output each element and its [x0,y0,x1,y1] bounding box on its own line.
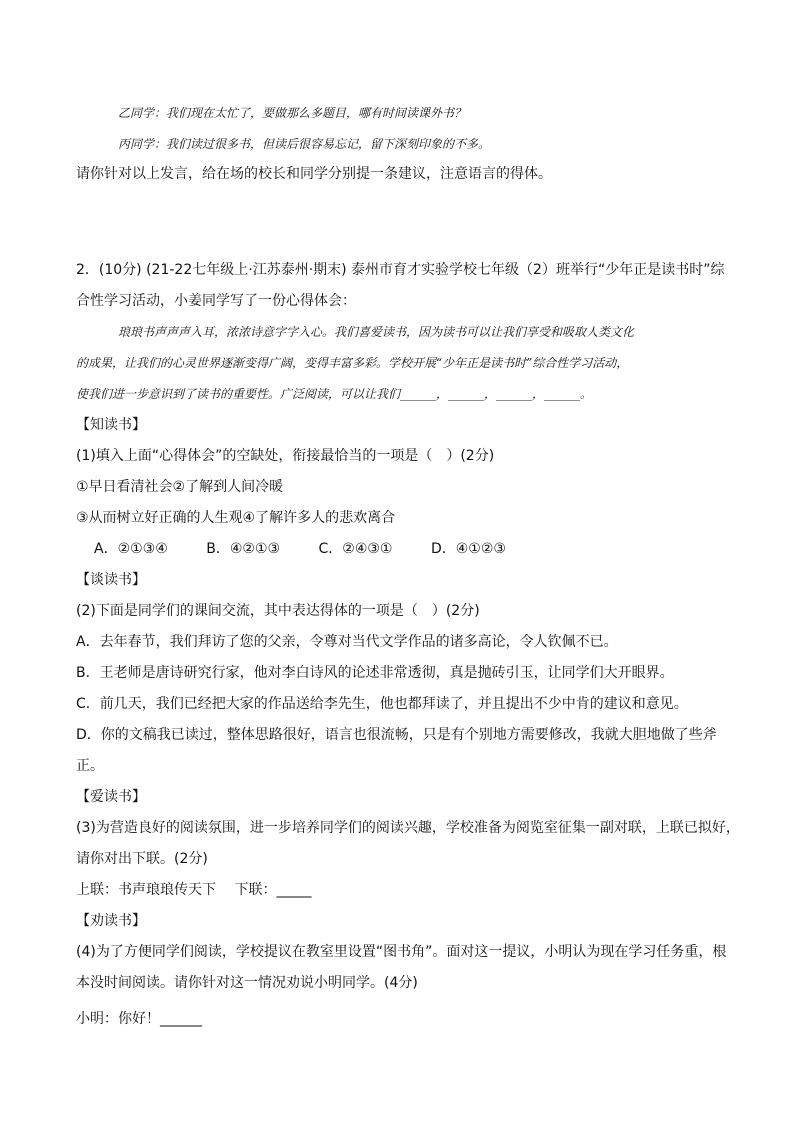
sub2-option-d-line1: D．你的文稿我已读过，整体思路很好，语言也很流畅，只是有个别地方需要修改，我就大胆地做了些斧 [76,727,717,743]
sub2-option-b: B．王老师是唐诗研究行家，他对李白诗风的论述非常透彻，真是抛砖引玉，让同学们大开眼界。 [76,665,674,681]
sub1-items-1: ①早日看清社会②了解到人间冷暖 [76,479,284,495]
sub2-option-c: C．前几天，我们已经把大家的作品送给李先生，他也都拜读了，并且提出不少中肯的建议和意见。 [76,696,688,712]
sub1-options [94,540,754,558]
sub2-option-d-line2: 正。 [76,758,104,774]
sub1-items-2: ③从而树立好正确的人生观④了解许多人的悲欢离合 [76,510,396,526]
section-know-reading: 【知读书】 [76,417,146,433]
q1-prompt: 请你针对以上发言，给在场的校长和同学分别提一条建议，注意语言的得体。 [76,166,552,182]
sub3-couplet: 上联：书声琅琅传天下 下联：_____ [76,882,312,898]
essay-line-1: 琅琅书声声声入耳，浓浓诗意字字入心。我们喜爱读书，因为读书可以让我们享受和吸取人类文化 [118,325,635,339]
section-talk-reading: 【谈读书】 [76,572,146,588]
sub2-option-a: A．去年春节，我们拜访了您的父亲，令尊对当代文学作品的诸多高论，令人钦佩不已。 [76,634,618,650]
essay-line-3: 使我们进一步意识到了读书的重要性。广泛阅读，可以让我们______，______，______，______。 [76,387,593,401]
section-love-reading: 【爱读书】 [76,789,146,805]
essay-line-2: 的成果，让我们的心灵世界逐渐变得广阔，变得丰富多彩。学校开展“少年正是读书时”综合性学习活动， [76,356,629,370]
sub4-question-line1: (4)为了方便同学们阅读，学校提议在教室里设置“图书角”。面对这一提议，小明认为现在学习任务重，根 [76,944,727,960]
section-persuade-reading: 【劝读书】 [76,913,146,929]
option-d[interactable]: D．④①②③ [430,541,506,557]
option-b[interactable]: B．④②①③ [206,541,281,557]
option-c[interactable]: C．②④③① [318,541,393,557]
sub3-question-line2: 请你对出下联。(2分) [76,851,208,867]
sub3-question-line1: (3)为营造良好的阅读氛围，进一步培养同学们的阅读兴趣，学校准备为阅览室征集一副对联，上联已拟好， [76,820,740,836]
sub1-question: (1)填入上面“心得体会”的空缺处，衔接最恰当的一项是（ ）(2分) [76,448,495,464]
quote-student-yi: 乙同学：我们现在太忙了，要做那么多题目，哪有时间读课外书？ [118,106,467,120]
sub4-question-line2: 本没时间阅读。请你针对这一情况劝说小明同学。(4分) [76,975,418,991]
q2-header-line2: 合性学习活动，小姜同学写了一份心得体会： [76,293,356,309]
quote-student-bing: 丙同学：我们读过很多书，但读后很容易忘记，留下深刻印象的不多。 [118,137,491,151]
sub2-question: (2)下面是同学们的课间交流，其中表达得体的一项是（ ）(2分) [76,603,480,619]
q2-header-line1: 2．(10分) (21-22七年级上·江苏泰州·期末) 泰州市育才实验学校七年级（2）班举行“少年正是读书时”综 [76,262,725,278]
sub4-answer: 小明：你好！______ [76,1011,202,1027]
option-a[interactable]: A．②①③④ [94,541,168,557]
